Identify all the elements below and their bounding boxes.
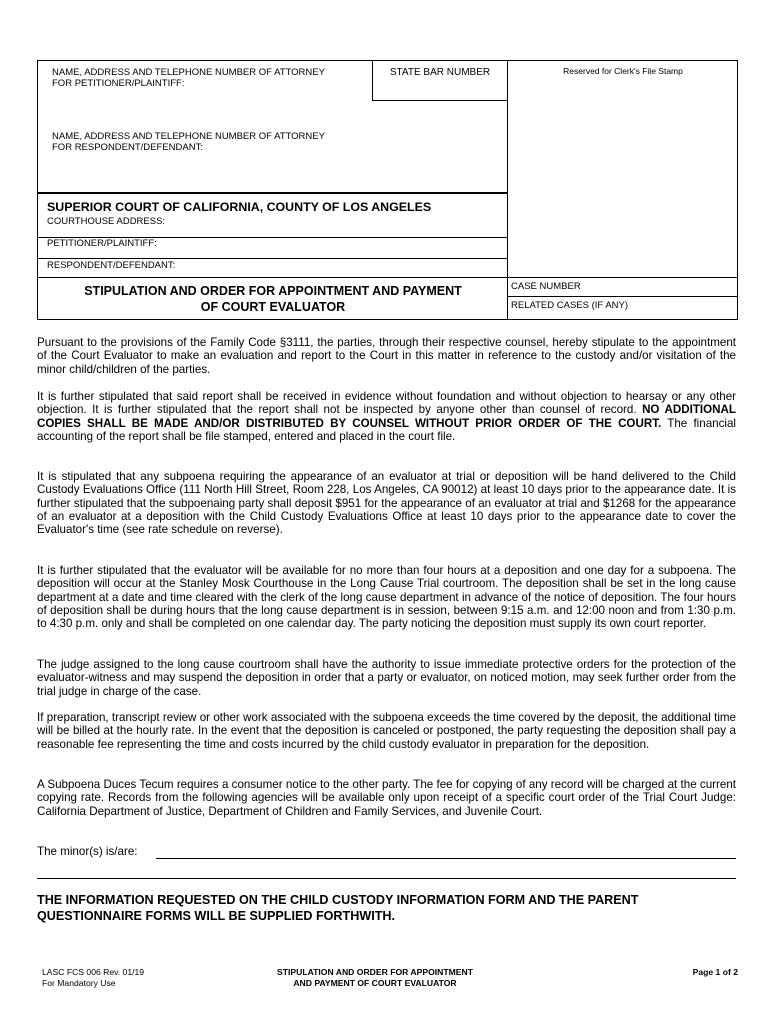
paragraph-subpoena: It is stipulated that any subpoena requiring the appearance of an evaluator at trial or deposition will be hand delivered to the Child Custody Evaluations Office (111 North Hill Street, Room 228, Los Angeles, CA 90012) at least 10 days prior to the appearance date. It is further stipulated that the subpoenaing party shall deposit $951 for the appearance of an evaluator at trial and $1268 for the appearance of an evaluator at a deposition with the Child Custody Evaluations Office at least 10 days prior to the appearance date to cover the Evaluator's time (see rate schedule on reverse). xyxy=(37,470,736,537)
paragraph-deposition: It is further stipulated that the evaluator will be available for no more than four hours at a deposition and one day for a subpoena. The deposition will occur at the Stanley Mosk Courthouse in the Long Cause Trial courtroom. The deposition shall be set in the long cause department at a date and time cleared with the clerk of the long cause department in advance of the notice of deposition. The four hours of deposition shall be during hours that the long cause department is in session, between 9:15 a.m. and 12:00 noon and from 1:30 p.m. to 4:30 p.m. only and shall be completed on one calendar day. The party noticing the deposition must supply its own court reporter. xyxy=(37,564,736,631)
state-bar-label: STATE BAR NUMBER xyxy=(389,67,491,78)
minors-input-line[interactable] xyxy=(156,858,736,859)
line-after-petitioner xyxy=(37,258,508,259)
related-cases-label: RELATED CASES (IF ANY) xyxy=(511,300,629,311)
attorney-respondent-label: NAME, ADDRESS AND TELEPHONE NUMBER OF ATTORNEY FOR RESPONDENT/DEFENDANT: xyxy=(52,131,325,153)
footer-title: STIPULATION AND ORDER FOR APPOINTMENT AND PAYMENT OF COURT EVALUATOR xyxy=(277,967,473,988)
court-name: SUPERIOR COURT OF CALIFORNIA, COUNTY OF LOS ANGELES xyxy=(47,200,432,214)
paragraph-billing: If preparation, transcript review or other work associated with the subpoena exceeds the time covered by the deposit, the additional time will be billed at the hourly rate. In the event that the deposition is canceled or postponed, the party requesting the deposition shall pay a reasonable fee representing the time and costs incurred by the child custody evaluator in preparation for the deposition. xyxy=(37,711,736,751)
mandatory-use: For Mandatory Use xyxy=(42,978,116,988)
attorney-petitioner-label: NAME, ADDRESS AND TELEPHONE NUMBER OF ATTORNEY FOR PETITIONER/PLAINTIFF: xyxy=(52,67,325,89)
form-id: LASC FCS 006 Rev. 01/19 xyxy=(42,967,145,977)
petitioner-label: PETITIONER/PLAINTIFF: xyxy=(47,238,157,249)
paragraph-duces-tecum: A Subpoena Duces Tecum requires a consumer notice to the other party. The fee for copying of any record will be charged at the current copying rate. Records from the following agencies will be available only upon receipt of a specific court order of the Trial Court Judge: California Department of Justice, Department of Children and Family Services, and Juvenile Court. xyxy=(37,778,736,818)
paragraph-stipulation: Pursuant to the provisions of the Family Code §3111, the parties, through their respective counsel, hereby stipulate to the appointment of the Court Evaluator to make an evaluation and report to the Court in this matter in reference to the custody and/or visitation of the minor child/children of the parties. xyxy=(37,336,736,376)
minors-input-line-2[interactable] xyxy=(37,878,736,879)
line-after-respondent xyxy=(37,277,738,278)
paragraph-evidence-bold: NO ADDITIONAL COPIES SHALL BE MADE AND/OR DISTRIBUTED BY COUNSEL WITHOUT PRIOR ORDER OF THE COURT. xyxy=(37,403,736,430)
respondent-label: RESPONDENT/DEFENDANT: xyxy=(47,260,176,271)
page-number: Page 1 of 2 xyxy=(692,967,738,977)
information-notice: THE INFORMATION REQUESTED ON THE CHILD CUSTODY INFORMATION FORM AND THE PARENT QUESTIONNAIRE FORMS WILL BE SUPPLIED FORTHWITH. xyxy=(37,893,639,923)
form-title: STIPULATION AND ORDER FOR APPOINTMENT AND PAYMENT OF COURT EVALUATOR xyxy=(84,284,462,314)
case-number-label: CASE NUMBER xyxy=(511,281,581,292)
court-section-top-line xyxy=(37,192,508,194)
line-between-case-and-related xyxy=(507,296,738,297)
paragraph-protective-orders: The judge assigned to the long cause courtroom shall have the authority to issue immediate protective orders for the protection of the evaluator-witness and may suspend the deposition in order that a party or evaluator, on noticed motion, may seek further order from the trial judge in charge of the case. xyxy=(37,658,736,698)
paragraph-evidence xyxy=(37,390,736,443)
paragraph-evidence-text-a: It is further stipulated that said report shall be received in evidence without foundation and without objection to hearsay or any other objection. It is further stipulated that the report shall not be inspected by anyone other than counsel of record. xyxy=(37,390,736,417)
clerk-stamp-label: Reserved for Clerk's File Stamp xyxy=(563,66,683,76)
paragraph-evidence-text-b: The financial accounting of the report shall be file stamped, entered and placed in the court file. xyxy=(37,416,736,443)
minors-label: The minor(s) is/are: xyxy=(37,845,138,858)
courthouse-address-label: COURTHOUSE ADDRESS: xyxy=(47,216,166,227)
